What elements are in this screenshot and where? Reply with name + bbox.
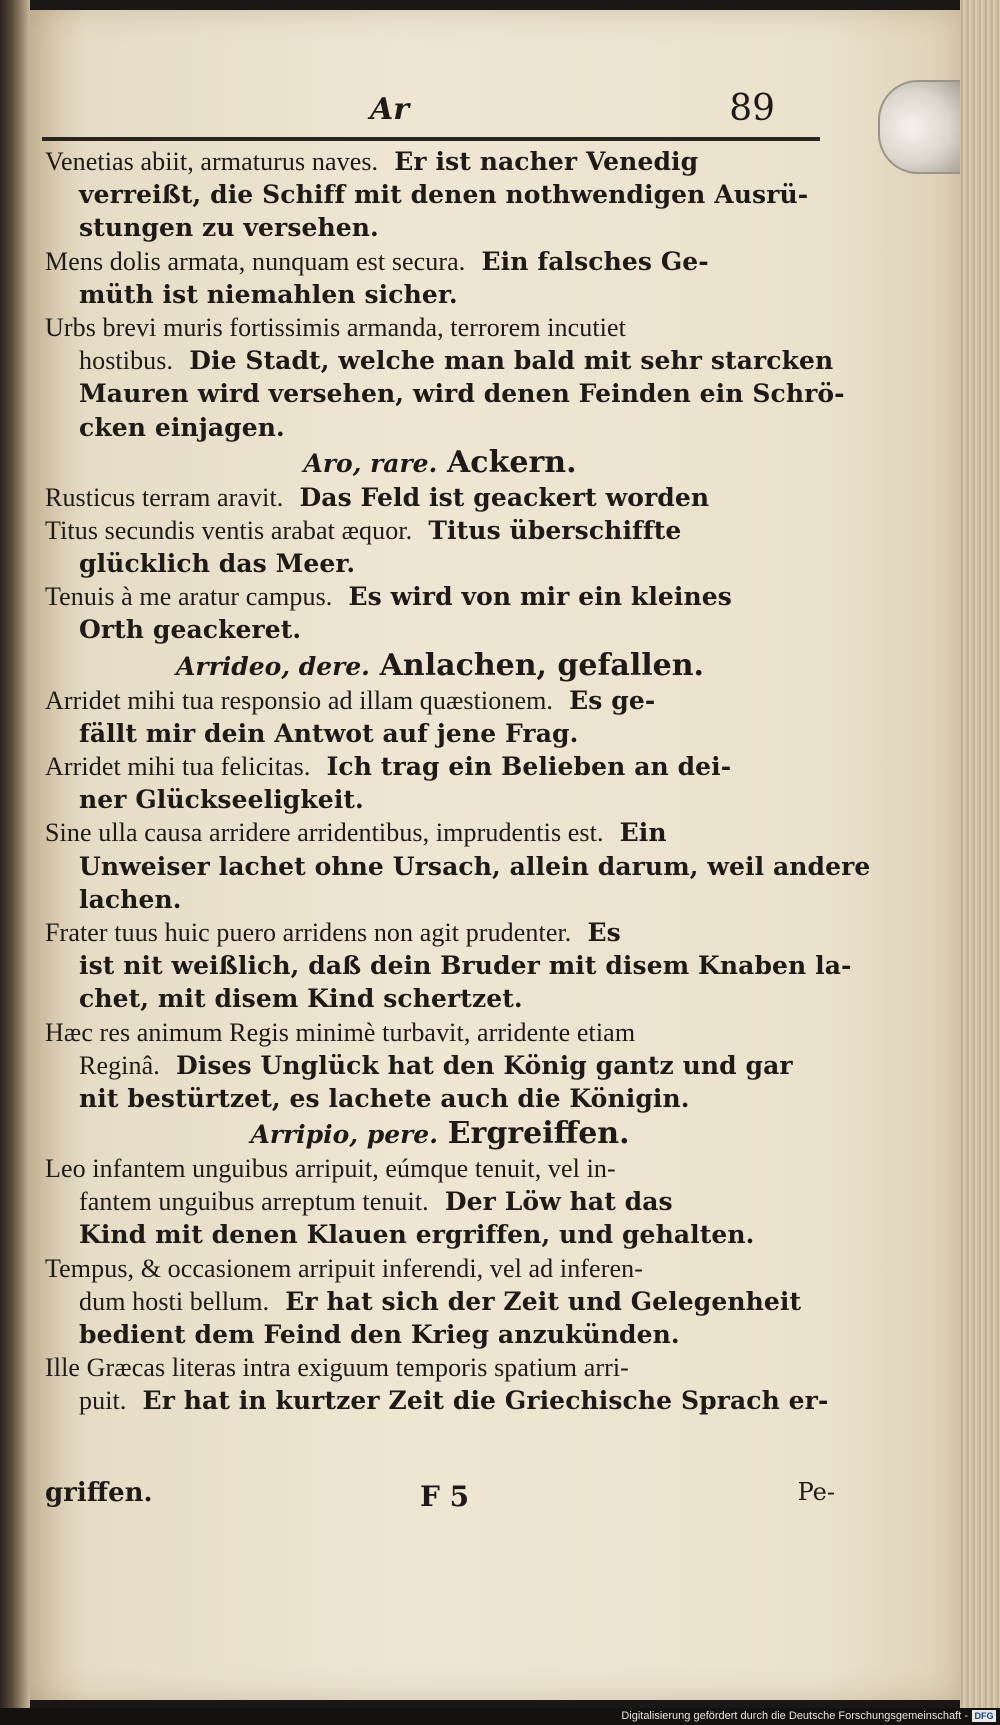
german-text: stungen zu versehen. [79, 213, 379, 243]
text-line [45, 783, 835, 816]
latin-text: Sine ulla causa arridere arridentibus, imprudentis est. [45, 818, 604, 848]
text-line [45, 145, 835, 178]
text-line [45, 481, 835, 514]
latin-text: Leo infantem unguibus arripuit, eúmque tenuit, vel in- [45, 1154, 616, 1184]
latin-text: Tenuis à me aratur campus. [45, 582, 333, 612]
text-line [45, 547, 835, 580]
text-line [45, 750, 835, 783]
text-line [45, 278, 835, 311]
german-text: Ich trag ein Belieben an dei- [326, 752, 732, 781]
text-line [45, 916, 835, 949]
credit-text: Digitalisierung gefördert durch die Deutsche Forschungsgemeinschaft - [621, 1710, 968, 1722]
book-gutter [0, 0, 30, 1725]
page-header [10, 88, 775, 138]
german-text: lachen. [79, 884, 182, 914]
page-edges [960, 0, 1000, 1725]
text-line [45, 949, 852, 982]
entries-armo [45, 145, 845, 444]
german-text: ist nit weißlich, daß dein Bruder mit disem Knaben la- [79, 951, 852, 981]
text-line [45, 816, 835, 849]
latin-text: Arridet mihi tua responsio ad illam quæstionem. [45, 685, 554, 715]
latin-text: Tempus, & occasionem arripuit inferendi, vel ad inferen- [45, 1253, 643, 1283]
text-line [45, 1016, 835, 1049]
german-text: Ein [619, 818, 667, 848]
german-text: cken einjagen. [79, 412, 285, 442]
page-footer [45, 1478, 835, 1518]
text-line [45, 377, 845, 410]
latin-text: Reginâ. [79, 1050, 160, 1080]
lemma-german: Ergreiffen. [447, 1116, 630, 1152]
latin-text: Arridet mihi tua felicitas. [45, 752, 311, 781]
latin-text: fantem unguibus arreptum tenuit. [79, 1187, 429, 1217]
german-text: Unweiser lachet ohne Ursach, allein darum, weil andere [79, 851, 871, 881]
text-line [45, 982, 835, 1015]
running-head: Ar [370, 92, 410, 127]
page-clip [878, 80, 960, 174]
german-text: Er ist nacher Venedig [394, 147, 699, 176]
header-rule [42, 137, 820, 141]
german-text: Der Löw hat das [444, 1187, 673, 1217]
german-text: Die Stadt, welche man bald mit sehr starcken [189, 346, 834, 376]
latin-text: Mens dolis armata, nunquam est secura. [45, 246, 466, 276]
dfg-logo: DFG [972, 1710, 996, 1722]
text-line [45, 1285, 835, 1318]
latin-text: Ille Græcas literas intra exiguum temporis spatium arri- [45, 1353, 629, 1383]
german-text: chet, mit disem Kind schertzet. [79, 984, 523, 1014]
entries-arripio [45, 1152, 835, 1418]
lemma-german: Ackern. [447, 444, 577, 480]
german-text: glücklich das Meer. [79, 549, 356, 579]
german-text: Titus überschiffte [428, 515, 682, 545]
text-line [45, 1351, 835, 1384]
text-line [45, 311, 835, 344]
text-line [45, 211, 835, 244]
text-line [45, 1218, 835, 1251]
lemma-latin: Arripio, pere. [250, 1120, 438, 1150]
german-text: Mauren wird versehen, wird denen Feinden ein Schrö- [79, 379, 845, 409]
text-line [45, 344, 835, 377]
german-text: fällt mir dein Antwot auf jene Frag. [79, 718, 579, 748]
text-line [45, 717, 835, 750]
german-text: Ein falsches Ge- [481, 246, 709, 276]
text-line [45, 178, 835, 211]
text-line [45, 684, 835, 717]
latin-text: hostibus. [79, 346, 174, 376]
german-text: Dises Unglück hat den König gantz und gar [175, 1050, 793, 1080]
text-line [45, 1252, 835, 1285]
german-text: Er hat sich der Zeit und Gelegenheit [285, 1286, 802, 1316]
page-number: 89 [729, 88, 775, 129]
german-text: Kind mit denen Klauen ergriffen, und gehalten. [79, 1220, 755, 1250]
text-line [45, 1082, 835, 1115]
dictionary-text [45, 145, 871, 1418]
lemma-aro [45, 444, 835, 481]
latin-text: puit. [79, 1386, 127, 1416]
lemma-latin: Arrideo, dere. [176, 651, 370, 681]
text-line [45, 613, 835, 646]
text-line [45, 883, 835, 916]
latin-text: Venetias abiit, armaturus naves. [45, 147, 379, 176]
text-line [45, 514, 835, 547]
entries-aro [45, 481, 835, 647]
text-line [45, 850, 871, 883]
german-text: Es wird von mir ein kleines [348, 582, 732, 612]
signature-mark: F 5 [420, 1480, 470, 1513]
german-text: Er hat in kurtzer Zeit die Griechische Sprach er- [142, 1386, 829, 1416]
entries-arrideo [45, 684, 871, 1115]
catchword: Pe- [797, 1478, 835, 1506]
lemma-arrideo [45, 647, 835, 684]
german-text: Es [587, 917, 621, 947]
footer-last-word: griffen. [45, 1478, 153, 1508]
lemma-german: Anlachen, gefallen. [379, 647, 704, 683]
latin-text: dum hosti bellum. [79, 1286, 270, 1316]
latin-text: Rusticus terram aravit. [45, 482, 284, 512]
german-text: müth ist niemahlen sicher. [79, 279, 458, 309]
latin-text: Hæc res animum Regis minimè turbavit, arridente etiam [45, 1017, 636, 1047]
text-line [45, 1152, 835, 1185]
german-text: Orth geackeret. [79, 615, 302, 645]
text-line [45, 411, 835, 444]
german-text: verreißt, die Schiff mit denen nothwendigen Ausrü- [79, 180, 809, 210]
text-line [45, 1384, 835, 1417]
text-line [45, 1185, 835, 1218]
german-text: ner Glückseeligkeit. [79, 785, 364, 815]
text-line [45, 1318, 835, 1351]
latin-text: Titus secundis ventis arabat æquor. [45, 515, 413, 545]
text-line [45, 245, 835, 278]
text-line [45, 580, 835, 613]
text-line [45, 1049, 835, 1082]
german-text: nit bestürtzet, es lachete auch die Königin. [79, 1083, 690, 1113]
lemma-arripio [45, 1115, 835, 1152]
latin-text: Urbs brevi muris fortissimis armanda, terrorem incutiet [45, 312, 626, 342]
german-text: Es ge- [569, 685, 656, 715]
german-text: Das Feld ist geackert worden [299, 482, 710, 512]
latin-text: Frater tuus huic puero arridens non agit prudenter. [45, 917, 572, 947]
lemma-latin: Aro, rare. [303, 448, 438, 478]
german-text: bedient dem Feind den Krieg anzukünden. [79, 1320, 680, 1349]
